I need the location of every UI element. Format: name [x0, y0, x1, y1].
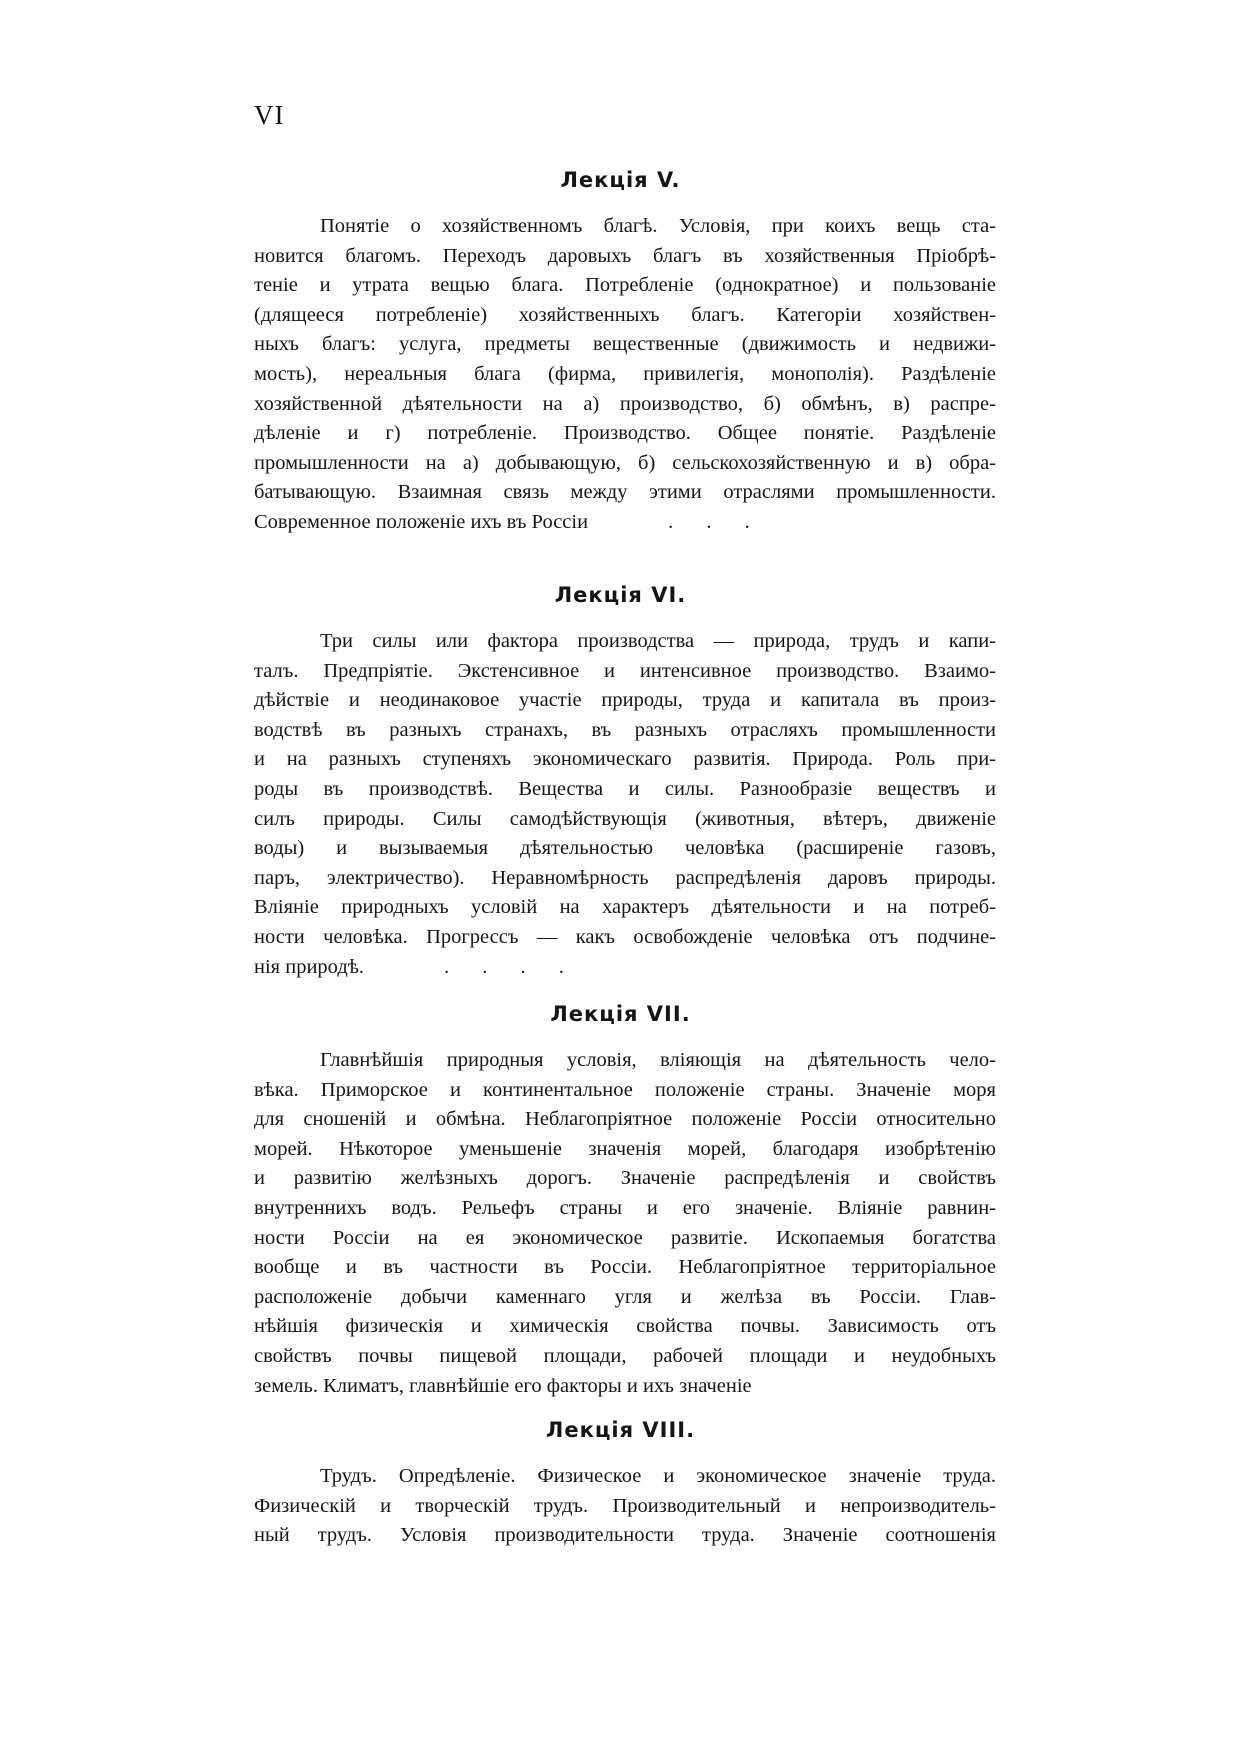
lecture-paragraph [254, 1046, 996, 1401]
text-line: (длящееся потребленіе) хозяйственныхъ благъ. Категоріи хозяйствен- [254, 303, 996, 326]
text-line: промышленности на а) добывающую, б) сельскохозяйственную и в) обра- [254, 451, 996, 474]
text-line: ности человѣка. Прогрессъ — какъ освобожденіе человѣка отъ подчине- [254, 925, 996, 948]
text-line [254, 508, 996, 538]
text-line: морей. Нѣкоторое уменьшеніе значенія морей, благодаря изобрѣтенію [254, 1137, 996, 1160]
text-line: Три силы или фактора производства — природа, трудъ и капи- [320, 630, 996, 652]
leader-dots: . . . . [444, 955, 578, 978]
text-line: дѣйствіе и неодинаковое участіе природы, труда и капитала въ произ- [254, 689, 996, 712]
text-line: талъ. Предпріятіе. Экстенсивное и интенсивное производство. Взаимо- [254, 659, 996, 682]
text-line: воды) и вызываемыя дѣятельностью человѣка (расширеніе газовъ, [254, 837, 996, 860]
text-line: дѣленіе и г) потребленіе. Производство. Общее понятіе. Раздѣленіе [254, 422, 996, 445]
text-line: паръ, электричество). Неравномѣрность распредѣленія даровъ природы. [254, 866, 996, 889]
text-line: и на разныхъ ступеняхъ экономическаго развитія. Природа. Роль при- [254, 748, 996, 771]
text-line-content: Современное положеніе ихъ въ Россіи [254, 510, 589, 533]
text-line: новится благомъ. Переходъ даровыхъ благъ въ хозяйственныя Пріобрѣ- [254, 244, 996, 267]
text-line: теніе и утрата вещью блага. Потребленіе (однократное) и пользованіе [254, 274, 996, 297]
lecture-heading: Лекція VII. [550, 1002, 691, 1026]
text-line: вообще и въ частности въ Россіи. Неблагопріятное территоріальное [254, 1256, 996, 1279]
text-line: силъ природы. Силы самодѣйствующія (животныя, вѣтеръ, движеніе [254, 807, 996, 830]
text-line: для сношеній и обмѣна. Неблагопріятное положеніе Россіи относительно [254, 1108, 996, 1131]
lecture-heading: Лекція VIII. [545, 1418, 696, 1442]
text-line: нѣйшія физическія и химическія свойства почвы. Зависимость отъ [254, 1315, 996, 1338]
text-line: водствѣ въ разныхъ странахъ, въ разныхъ отрасляхъ промышленности [254, 718, 996, 741]
text-line: Вліяніе природныхъ условій на характеръ дѣятельности и на потреб- [254, 896, 996, 919]
text-line: Физическій и творческій трудъ. Производительный и непроизводитель- [254, 1494, 996, 1517]
text-line: Трудъ. Опредѣленіе. Физическое и экономическое значеніе труда. [320, 1465, 996, 1487]
text-line: мость), нереальныя блага (фирма, привилегія, монополія). Раздѣленіе [254, 362, 996, 385]
lecture-paragraph [254, 1462, 996, 1551]
text-line: внутреннихъ водъ. Рельефъ страны и его значеніе. Вліяніе равнин- [254, 1196, 996, 1219]
lecture-heading: Лекція VI. [554, 583, 687, 607]
text-line: вѣка. Приморское и континентальное положеніе страны. Значеніе моря [254, 1078, 996, 1101]
text-line: батывающую. Взаимная связь между этими отраслями промышленности. [254, 481, 996, 504]
text-line: ности Россіи на ея экономическое развитіе. Ископаемыя богатства [254, 1226, 996, 1249]
lecture-paragraph [254, 627, 996, 982]
text-line: ныхъ благъ: услуга, предметы вещественные (движимость и недвижи- [254, 333, 996, 356]
lecture-paragraph [254, 212, 996, 538]
text-line: ный трудъ. Условія производительности труда. Значеніе соотношенія [254, 1524, 996, 1547]
text-line: роды въ производствѣ. Вещества и силы. Разнообразіе веществъ и [254, 777, 996, 800]
leader-dots: . . . [668, 510, 764, 533]
lecture-heading: Лекція V. [560, 168, 681, 192]
text-line-content: нія природѣ. [254, 955, 365, 978]
text-line: Главнѣйшія природныя условія, вліяющія на дѣятельность чело- [320, 1049, 996, 1071]
text-line: хозяйственной дѣятельности на а) производство, б) обмѣнъ, в) распре- [254, 392, 996, 415]
text-line: расположеніе добычи каменнаго угля и желѣза въ Россіи. Глав- [254, 1285, 996, 1308]
text-line [254, 953, 996, 983]
text-line: и развитію желѣзныхъ дорогъ. Значеніе распредѣленія и свойствъ [254, 1167, 996, 1190]
text-line: земель. Климатъ, главнѣйшіе его факторы и ихъ значеніе [254, 1374, 752, 1397]
text-line: Понятіе о хозяйственномъ благѣ. Условія, при коихъ вещь ста- [320, 215, 996, 237]
text-line: свойствъ почвы пищевой площади, рабочей площади и неудобныхъ [254, 1344, 996, 1367]
page-number: VI [254, 100, 285, 130]
